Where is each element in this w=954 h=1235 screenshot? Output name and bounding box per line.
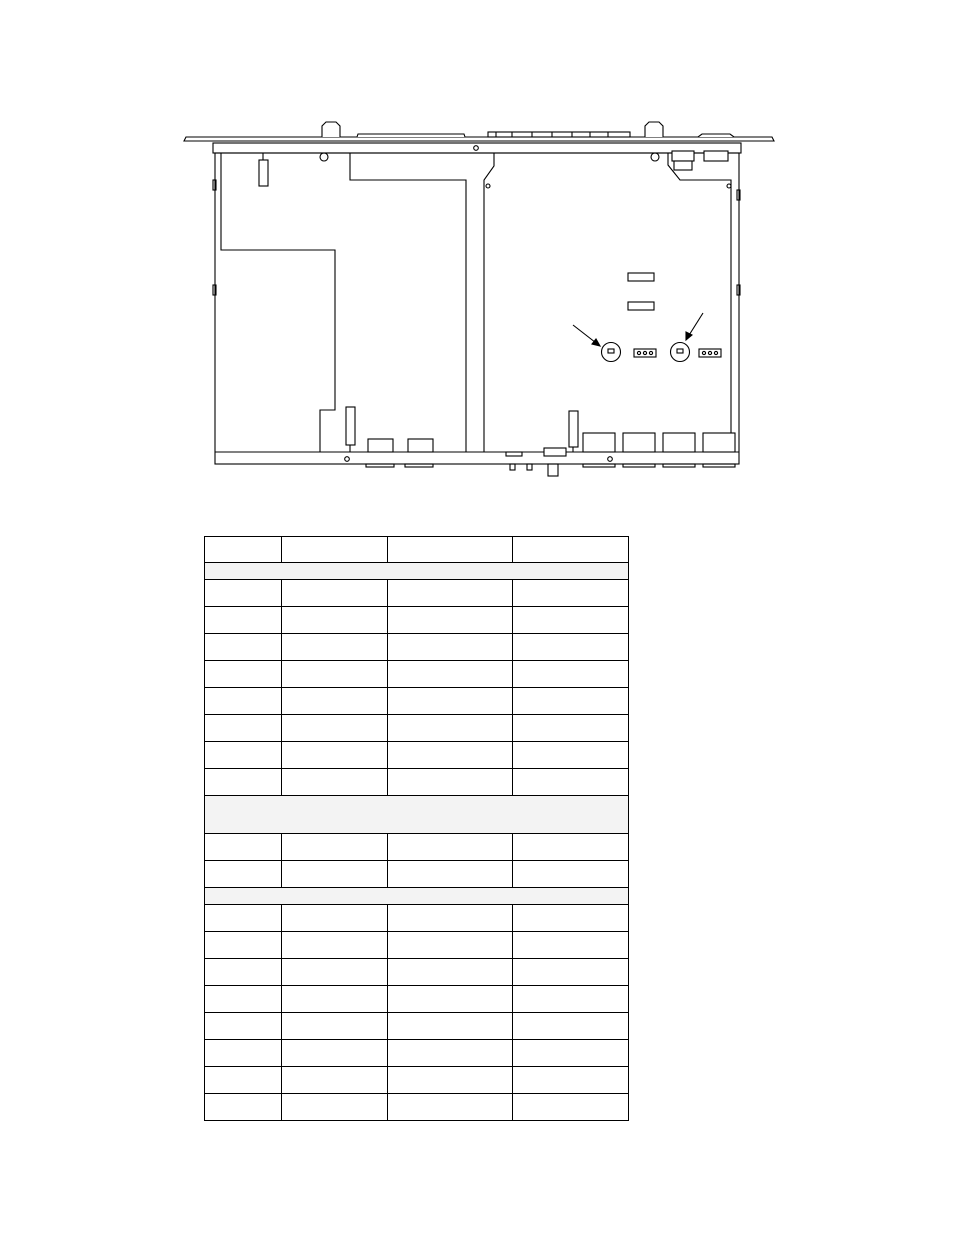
table-cell bbox=[205, 1067, 282, 1094]
table-row bbox=[205, 742, 629, 769]
table-row bbox=[205, 959, 629, 986]
table-cell bbox=[205, 1040, 282, 1067]
table-row bbox=[205, 1094, 629, 1121]
table-cell bbox=[205, 607, 282, 634]
column-header bbox=[205, 537, 282, 563]
table-cell bbox=[513, 932, 629, 959]
table-cell bbox=[282, 661, 388, 688]
table-cell bbox=[205, 769, 282, 796]
table-row bbox=[205, 607, 629, 634]
table-cell bbox=[388, 742, 513, 769]
front-knobs bbox=[322, 122, 734, 137]
left-board bbox=[221, 153, 659, 452]
table-cell bbox=[513, 834, 629, 861]
table-cell bbox=[388, 607, 513, 634]
table-cell bbox=[513, 1094, 629, 1121]
column-header bbox=[282, 537, 388, 563]
table-cell bbox=[513, 986, 629, 1013]
table-cell bbox=[513, 715, 629, 742]
table-cell bbox=[388, 959, 513, 986]
table-cell bbox=[282, 861, 388, 888]
table-row bbox=[205, 661, 629, 688]
table-row bbox=[205, 986, 629, 1013]
table-cell bbox=[282, 769, 388, 796]
table-cell bbox=[205, 634, 282, 661]
table-cell bbox=[513, 661, 629, 688]
table-cell bbox=[205, 959, 282, 986]
table-cell bbox=[388, 769, 513, 796]
table-cell bbox=[205, 715, 282, 742]
table-cell bbox=[388, 715, 513, 742]
table-cell bbox=[388, 986, 513, 1013]
chassis-top-view-diagram bbox=[0, 0, 954, 520]
table-cell bbox=[282, 1094, 388, 1121]
table-row bbox=[205, 688, 629, 715]
table-cell bbox=[282, 742, 388, 769]
table-cell bbox=[282, 986, 388, 1013]
table-cell bbox=[388, 861, 513, 888]
table-cell bbox=[282, 834, 388, 861]
table-cell bbox=[513, 742, 629, 769]
table-cell bbox=[513, 959, 629, 986]
table-row bbox=[205, 932, 629, 959]
table-cell bbox=[282, 580, 388, 607]
table-cell bbox=[388, 634, 513, 661]
chassis-body bbox=[213, 153, 740, 464]
table-cell bbox=[388, 1067, 513, 1094]
table-row bbox=[205, 580, 629, 607]
table-row bbox=[205, 634, 629, 661]
table-cell bbox=[282, 959, 388, 986]
table-cell bbox=[282, 1013, 388, 1040]
table-row bbox=[205, 905, 629, 932]
table-cell bbox=[513, 688, 629, 715]
table-cell bbox=[388, 932, 513, 959]
section-heading-row bbox=[205, 796, 629, 834]
table-cell bbox=[513, 634, 629, 661]
section-heading bbox=[205, 888, 629, 905]
table-row bbox=[205, 769, 629, 796]
section-heading-row bbox=[205, 563, 629, 580]
table-cell bbox=[282, 1040, 388, 1067]
table-cell bbox=[388, 580, 513, 607]
table-row bbox=[205, 861, 629, 888]
table-cell bbox=[388, 905, 513, 932]
table-cell bbox=[513, 769, 629, 796]
table-cell bbox=[205, 742, 282, 769]
table-cell bbox=[388, 688, 513, 715]
table-cell bbox=[388, 661, 513, 688]
table-cell bbox=[205, 932, 282, 959]
table-cell bbox=[282, 715, 388, 742]
table-cell bbox=[388, 1013, 513, 1040]
table-cell bbox=[513, 607, 629, 634]
table-row bbox=[205, 1067, 629, 1094]
table-cell bbox=[205, 661, 282, 688]
table-cell bbox=[205, 986, 282, 1013]
table-cell bbox=[513, 905, 629, 932]
table-row bbox=[205, 1040, 629, 1067]
section-heading bbox=[205, 796, 629, 834]
table-cell bbox=[513, 1040, 629, 1067]
table-cell bbox=[282, 905, 388, 932]
table-cell bbox=[282, 607, 388, 634]
table-cell bbox=[513, 861, 629, 888]
column-header bbox=[388, 537, 513, 563]
table-cell bbox=[205, 1094, 282, 1121]
table-cell bbox=[388, 1040, 513, 1067]
table-cell bbox=[205, 861, 282, 888]
table-cell bbox=[388, 834, 513, 861]
table-header-row bbox=[205, 537, 629, 563]
table-cell bbox=[282, 688, 388, 715]
table-cell bbox=[513, 580, 629, 607]
column-header bbox=[513, 537, 629, 563]
section-heading bbox=[205, 563, 629, 580]
table-cell bbox=[205, 580, 282, 607]
table-cell bbox=[513, 1013, 629, 1040]
table-row bbox=[205, 1013, 629, 1040]
table-cell bbox=[282, 634, 388, 661]
table-cell bbox=[388, 1094, 513, 1121]
table-cell bbox=[282, 932, 388, 959]
table-row bbox=[205, 715, 629, 742]
specification-table bbox=[204, 536, 629, 1121]
table-cell bbox=[282, 1067, 388, 1094]
table-cell bbox=[205, 688, 282, 715]
section-heading-row bbox=[205, 888, 629, 905]
table-cell bbox=[205, 905, 282, 932]
table-cell bbox=[205, 834, 282, 861]
table-cell bbox=[205, 1013, 282, 1040]
table-cell bbox=[513, 1067, 629, 1094]
right-board bbox=[484, 151, 731, 452]
table-row bbox=[205, 834, 629, 861]
